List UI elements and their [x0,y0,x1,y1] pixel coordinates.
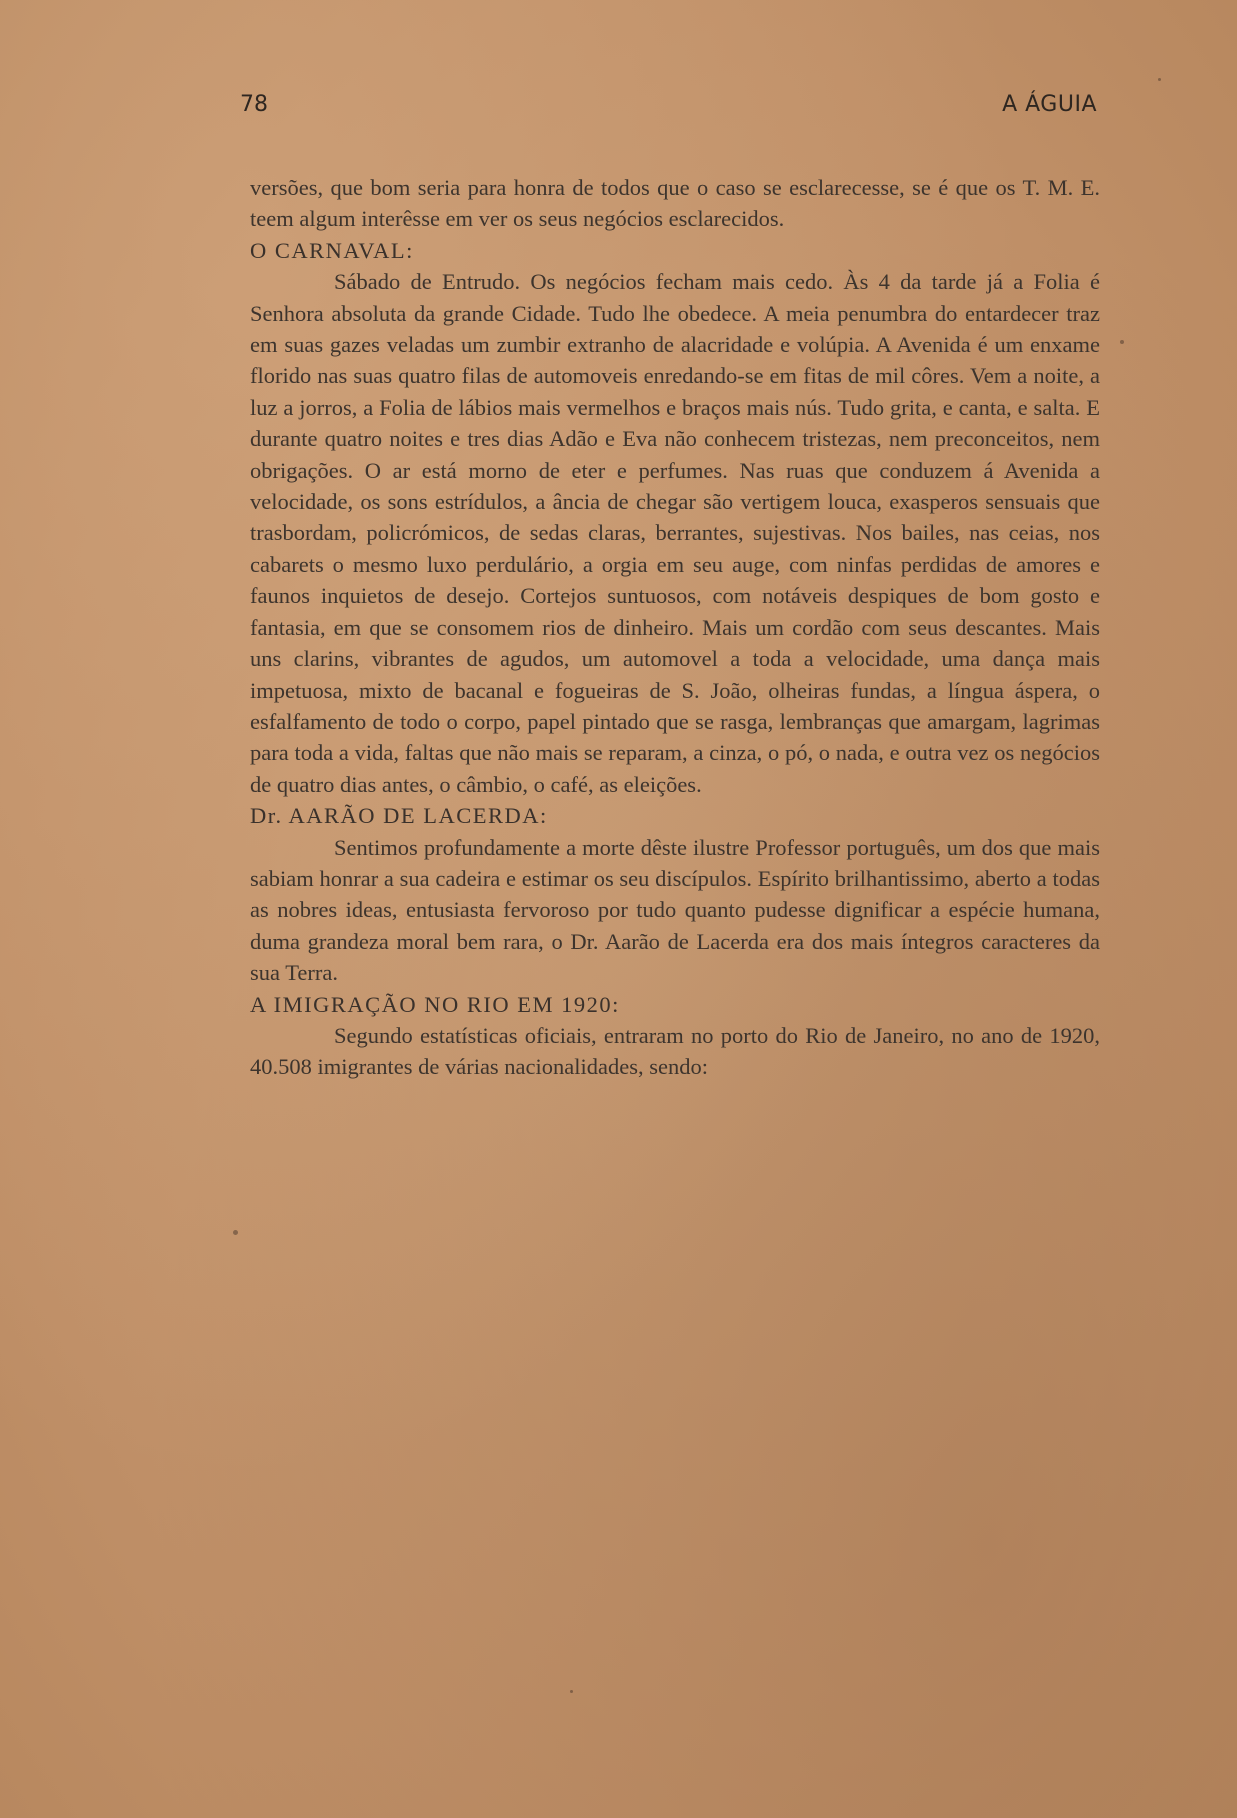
section-heading-imigracao: A IMIGRAÇÃO NO RIO EM 1920: [250,991,620,1017]
running-head [240,92,1097,128]
section-paragraph-carnaval: Sábado de Entrudo. Os negócios fecham mais cedo. Às 4 da tarde já a Folia é Senhora absoluta da grande Cidade. Tudo lhe obedece. A meia penumbra do entardecer traz em suas gazes veladas um zumbir extranho de alacridade e volúpia. A Avenida é um enxame florido nas suas quatro filas de automoveis enredando-se em fitas de mil côres. Vem a noite, a luz a jorros, a Folia de lábios mais vermelhos e braços mais nús. Tudo grita, e canta, e salta. E durante quatro noites e tres dias Adão e Eva não conhecem tristezas, nem preconceitos, nem obrigações. O ar está morno de eter e perfumes. Nas ruas que conduzem á Avenida a velocidade, os sons estrídulos, a ância de chegar são vertigem louca, exasperos sensuais que trasbordam, policrómicos, de sedas claras, berrantes, sujestivas. Nos bailes, nas ceias, nos cabarets o mesmo luxo perdulário, a orgia em seu auge, com ninfas perdidas de amores e faunos inquietos de desejo. Cortejos suntuosos, com notáveis despiques de bom gosto e fantasia, em que se consomem rios de dinheiro. Mais um cordão com seus descantes. Mais uns clarins, vibrantes de agudos, um automovel a toda a velocidade, uma dança mais impetuosa, mixto de bacanal e fogueiras de S. João, olheiras fundas, a língua áspera, o esfalfamento de todo o corpo, papel pintado que se rasga, lembranças que amargam, lagrimas para toda a vida, faltas que não mais se reparam, a cinza, o pó, o nada, e outra vez os negócios de quatro dias antes, o câmbio, o café, as eleições. [250,269,1100,797]
paper-speck [570,1690,573,1693]
journal-title: A ÁGUIA [1002,92,1097,117]
section-paragraph-aarao-de-lacerda: Sentimos profundamente a morte dêste ilustre Professor português, um dos que mais sabiam honrar a sua cadeira e estimar os seu discípulos. Espírito brilhantissimo, aberto a todas as nobres ideas, entusiasta fervoroso por tudo quanto pudesse dignificar a espécie humana, duma grandeza moral bem rara, o Dr. Aarão de Lacerda era dos mais íntegros caracteres da sua Terra. [250,834,1100,986]
paper-speck [1158,78,1161,81]
opening-paragraph: versões, que bom seria para honra de todos que o caso se esclarecesse, se é que os T. M. E. teem algum interêsse em ver os seus negócios esclarecidos. [250,175,1100,232]
paper-speck [233,1230,238,1235]
section-heading-carnaval: O CARNAVAL: [250,237,414,263]
section-heading-aarao-de-lacerda: Dr. AARÃO DE LACERDA: [250,803,548,829]
section-paragraph-imigracao: Segundo estatísticas oficiais, entraram no porto do Rio de Janeiro, no ano de 1920, 40.508 imigrantes de várias nacionalidades, sendo: [250,1022,1100,1080]
paper-speck [1120,340,1124,344]
article-body [250,172,1100,1083]
page-number: 78 [240,92,268,117]
